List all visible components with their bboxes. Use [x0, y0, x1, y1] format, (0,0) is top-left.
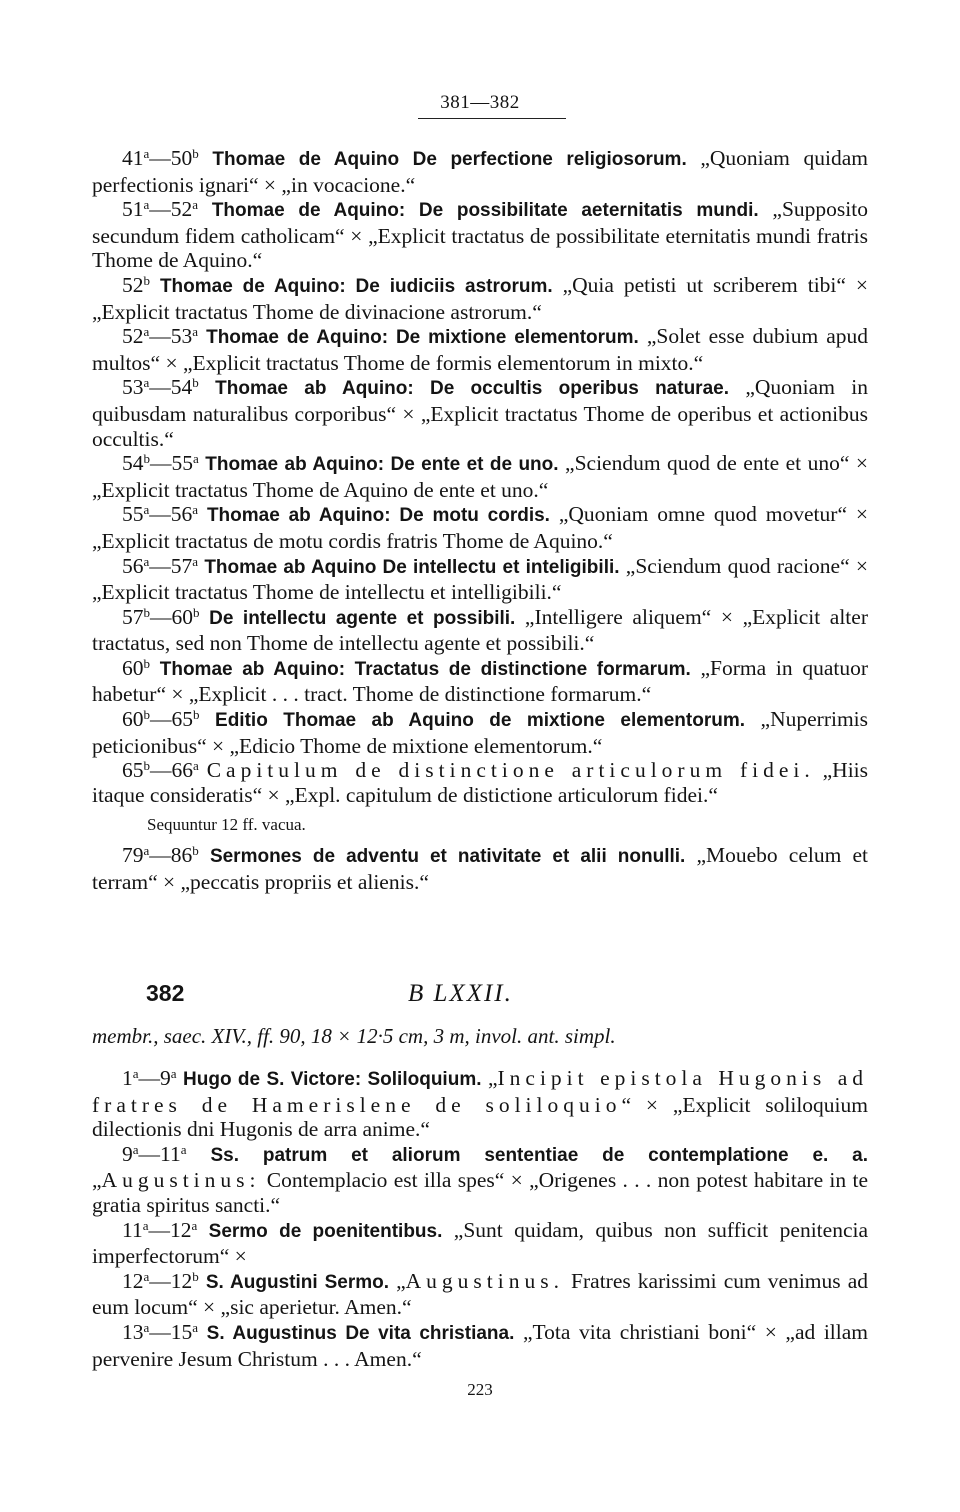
catalog-signature: B LXXII.: [408, 980, 513, 1007]
spaced-text: Incipit epistola Hugonis ad fratres de Hamerislene de soliloquio: [92, 1066, 869, 1117]
folio-ref: 54$^b$—55$^a$: [122, 451, 199, 476]
folio-ref: 11$^a$—12$^a$: [122, 1217, 198, 1242]
entry-text: „Quia petisti ut scriberem tibi“ × „Explicit tractatus Thome de divinacione astrorum.“: [92, 272, 869, 324]
folio-ref: 60$^b$: [122, 655, 150, 680]
entry-text: „Nuperrimis peticionibus“ × „Edicio Thome de mixtione elementorum.“: [92, 707, 869, 758]
folio-ref: 52$^a$—53$^a$: [122, 324, 199, 349]
entry-title: Ss. patrum et aliorum sententiae de contemplatione e. a.: [210, 1144, 868, 1166]
entry-title: Capitulum de distinctione articulorum fidei.: [206, 758, 815, 783]
entry-title: Thomae ab Aquino: De occultis operibus naturae.: [215, 378, 729, 400]
entry: [92, 197, 868, 273]
entry: [92, 273, 868, 324]
entry-title: Thomae de Aquino De perfectione religiosorum.: [212, 149, 687, 170]
entry-title: Editio Thomae ab Aquino de mixtione elementorum.: [215, 710, 746, 732]
folio-ref: 55$^a$—56$^a$: [122, 502, 199, 527]
entry: [92, 451, 868, 502]
page-number: 223: [467, 1380, 493, 1399]
folio-ref: 56$^a$—57$^a$: [122, 553, 199, 578]
entry: [92, 707, 868, 758]
open-quote: „: [481, 1066, 498, 1090]
entry-title: Hugo de S. Victore: Soliloquium.: [183, 1069, 482, 1090]
folio-ref: 41$^a$—50$^b$: [122, 146, 199, 170]
folio-ref: 60$^b$—65$^b$: [122, 707, 200, 732]
open-quote: „: [92, 1168, 102, 1193]
catalog-description: membr., saec. XIV., ff. 90, 18 × 12·5 cm, 3 m, invol. ant. simpl.: [92, 1024, 616, 1048]
entry-text: „Tota vita christiani boni“ × „ad illam pervenire Jesum Christum . . . Amen.“: [92, 1319, 869, 1371]
folio-ref: 57$^b$—60$^b$: [122, 604, 200, 629]
folio-ref: 52$^b$: [122, 272, 150, 297]
entry-text: Fratres karissimi cum venimus ad eum locum“ × „sic aperietur. Amen.“: [92, 1268, 868, 1320]
folio-ref: 79$^a$—86$^b$: [122, 843, 199, 868]
catalog-heading: [92, 980, 868, 1014]
entry-title: Sermo de poenitentibus.: [208, 1220, 443, 1242]
entries-top: [92, 146, 868, 895]
folio-ref: 51$^a$—52$^a$: [122, 197, 199, 222]
entry: [92, 656, 868, 707]
folio-ref: 12$^a$—12$^b$: [122, 1268, 199, 1293]
page: [92, 0, 868, 1512]
entry: [92, 758, 868, 807]
entry-text: „Sunt quidam, quibus non sufficit penitencia imperfectorum“ ×: [92, 1217, 869, 1269]
entry-text: „Supposito secundum fidem catholicam“ × „Explicit tractatus de possibilitate eternitatis mundi fratris Thome de Aquino.“: [92, 197, 868, 273]
folio-ref: 65$^b$—66$^a$: [122, 758, 199, 783]
entry-title: S. Augustini Sermo.: [205, 1271, 390, 1293]
entry: [92, 1066, 868, 1142]
note: Sequuntur 12 ff. vacua.: [147, 815, 306, 835]
entry-title: Thomae ab Aquino: De motu cordis.: [206, 505, 550, 527]
folio-ref: 53$^a$—54$^b$: [122, 375, 199, 400]
entry-text: „Intelligere aliquem“ × „Explicit alter tractatus, sed non Thome de intellectu agente et possibili.“: [92, 604, 868, 656]
entry-text: „Quoniam omne quod movetur“ × „Explicit tractatus de motu cordis fratris Thome de Aquino.“: [92, 502, 868, 553]
folio-ref: 1$^a$—9$^a$: [122, 1066, 177, 1090]
entry: [92, 375, 868, 451]
entry-text: Contemplacio est illa spes“ × „Origenes . . . non potest habitare in te gratia spiritus sancti.“: [92, 1168, 868, 1217]
spaced-text: Augustinus:: [101, 1168, 261, 1193]
entries-bottom: [92, 1066, 868, 1371]
entry-text: „Quoniam in quibusdam naturalibus corporibus“ × „Explicit tractatus Thome de operibus et actionibus occultis.“: [92, 375, 868, 451]
entry: [92, 843, 868, 894]
spaced-text: Augustinus.: [405, 1268, 564, 1293]
entry: [92, 1269, 868, 1320]
entry-text: „Sciendum quod racione“ × „Explicit tractatus Thome de intellectu et intelligibili.“: [92, 553, 868, 605]
entry-title: S. Augustinus De vita christiana.: [206, 1322, 515, 1344]
entry: [92, 324, 868, 375]
entry-title: Thomae de Aquino: De mixtione elementorum.: [206, 327, 639, 349]
entry-title: Thomae ab Aquino: De ente et de uno.: [205, 454, 559, 476]
open-quote: „: [389, 1268, 406, 1293]
entry-text: „Solet esse dubium apud multos“ × „Explicit tractatus Thome de formis elementorum in mixto.“: [92, 324, 868, 375]
entry: [92, 146, 868, 197]
entry-text: „Mouebo celum et terram“ × „peccatis propriis et alienis.“: [92, 843, 868, 895]
header-rule: [418, 118, 566, 119]
entry-text: „Sciendum quod de ente et uno“ × „Explicit tractatus Thome de Aquino de ente et uno.“: [92, 451, 868, 502]
entry: [92, 1142, 868, 1218]
entry-title: Sermones de adventu et nativitate et alii nonulli.: [209, 846, 686, 868]
catalog-number: 382: [146, 980, 185, 1006]
running-header: 381—382: [440, 92, 520, 113]
entry-title: Thomae de Aquino: De possibilitate aeternitatis mundi.: [211, 200, 759, 222]
entry-title: Thomae de Aquino: De iudiciis astrorum.: [159, 275, 553, 297]
entry-text: “ × „Explicit soliloquium dilectionis dni Hugonis de arra anime.“: [92, 1092, 868, 1142]
entry: [92, 1218, 868, 1269]
entry: [92, 554, 868, 605]
entry: [92, 605, 868, 656]
entry-text: „Quoniam quidam perfectionis ignari“ × „in vocacione.“: [92, 146, 868, 197]
folio-ref: 9$^a$—11$^a$: [122, 1141, 187, 1166]
entry-text: „Hiis itaque consideratis“ × „Expl. capitulum de distictione articulorum fidei.“: [92, 758, 869, 807]
entry: [92, 1320, 868, 1371]
folio-ref: 13$^a$—15$^a$: [122, 1319, 199, 1344]
entry: [92, 502, 868, 553]
entry-title: Thomae ab Aquino: Tractatus de distinctione formarum.: [159, 658, 691, 680]
entry-title: Thomae ab Aquino De intellectu et inteligibili.: [204, 556, 620, 578]
entry-title: De intellectu agente et possibili.: [209, 607, 516, 629]
entry-text: „Forma in quatuor habetur“ × „Explicit . . . tract. Thome de distinctione formarum.“: [92, 655, 869, 707]
